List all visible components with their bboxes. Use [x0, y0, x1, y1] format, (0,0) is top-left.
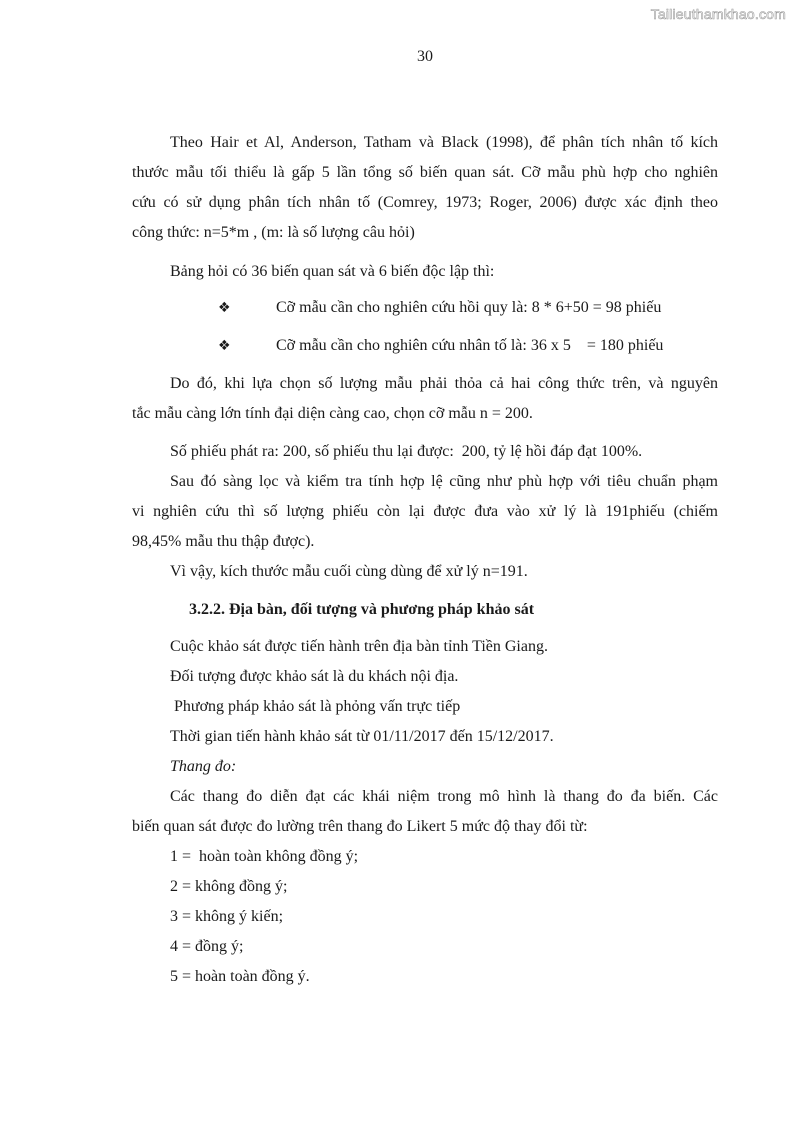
- likert-item-5: 5 = hoàn toàn đồng ý.: [170, 968, 310, 985]
- bullet-item-2: Cỡ mẫu cần cho nghiên cứu nhân tố là: 36 x 5 = 180 phiếu: [276, 337, 664, 354]
- para1-line-1: Theo Hair et Al, Anderson, Tatham và Black (1998), để phân tích nhân tố kích: [170, 134, 718, 151]
- para5-line-3: 98,45% mẫu thu thập được).: [132, 533, 315, 550]
- likert-item-4: 4 = đồng ý;: [170, 938, 244, 955]
- para6: Vì vậy, kích thước mẫu cuối cùng dùng để xử lý n=191.: [170, 563, 528, 580]
- para1-line-3: cứu có sử dụng phân tích nhân tố (Comrey, 1973; Roger, 2006) được xác định theo: [132, 194, 718, 211]
- likert-item-1: 1 = hoàn toàn không đồng ý;: [170, 848, 359, 865]
- para1-line-4: công thức: n=5*m , (m: là số lượng câu hỏi): [132, 224, 415, 241]
- survey-method: Phương pháp khảo sát là phỏng vấn trực tiếp: [170, 698, 461, 715]
- para5-line-1: Sau đó sàng lọc và kiểm tra tính hợp lệ cũng như phù hợp với tiêu chuẩn phạm: [170, 473, 718, 490]
- para1-line-2: thước mẫu tối thiểu là gấp 5 lần tổng số biến quan sát. Cỡ mẫu phù hợp cho nghiên: [132, 164, 718, 181]
- para2: Bảng hỏi có 36 biến quan sát và 6 biến độc lập thì:: [170, 263, 495, 280]
- para5-line-2: vi nghiên cứu thì số lượng phiếu còn lại được đưa vào xử lý là 191phiếu (chiếm: [132, 503, 718, 520]
- para4: Số phiếu phát ra: 200, số phiếu thu lại được: 200, tỷ lệ hồi đáp đạt 100%.: [170, 443, 643, 460]
- section-heading: 3.2.2. Địa bàn, đối tượng và phương pháp khảo sát: [189, 601, 535, 618]
- survey-location: Cuộc khảo sát được tiến hành trên địa bàn tỉnh Tiền Giang.: [170, 638, 548, 655]
- page-number: 30: [417, 48, 433, 65]
- likert-item-2: 2 = không đồng ý;: [170, 878, 288, 895]
- bullet-item-1: Cỡ mẫu cần cho nghiên cứu hồi quy là: 8 * 6+50 = 98 phiếu: [276, 299, 662, 316]
- scale-para-line-1: Các thang đo diễn đạt các khái niệm trong mô hình là thang đo đa biến. Các: [170, 788, 718, 805]
- para3-line-2: tắc mẫu càng lớn tính đại diện càng cao, chọn cỡ mẫu n = 200.: [132, 405, 533, 422]
- bullet-diamond-icon: ❖: [218, 300, 231, 316]
- scale-para-line-2: biến quan sát được đo lường trên thang đo Likert 5 mức độ thay đổi từ:: [132, 818, 588, 835]
- likert-item-3: 3 = không ý kiến;: [170, 908, 284, 925]
- scale-title: Thang đo:: [170, 758, 237, 775]
- bullet-diamond-icon: ❖: [218, 338, 231, 354]
- watermark: Tailieuthamkhao.com: [650, 6, 786, 22]
- survey-time: Thời gian tiến hành khảo sát từ 01/11/2017 đến 15/12/2017.: [170, 728, 554, 745]
- survey-subject: Đối tượng được khảo sát là du khách nội địa.: [170, 668, 459, 685]
- para3-line-1: Do đó, khi lựa chọn số lượng mẫu phải thỏa cả hai công thức trên, và nguyên: [170, 375, 718, 392]
